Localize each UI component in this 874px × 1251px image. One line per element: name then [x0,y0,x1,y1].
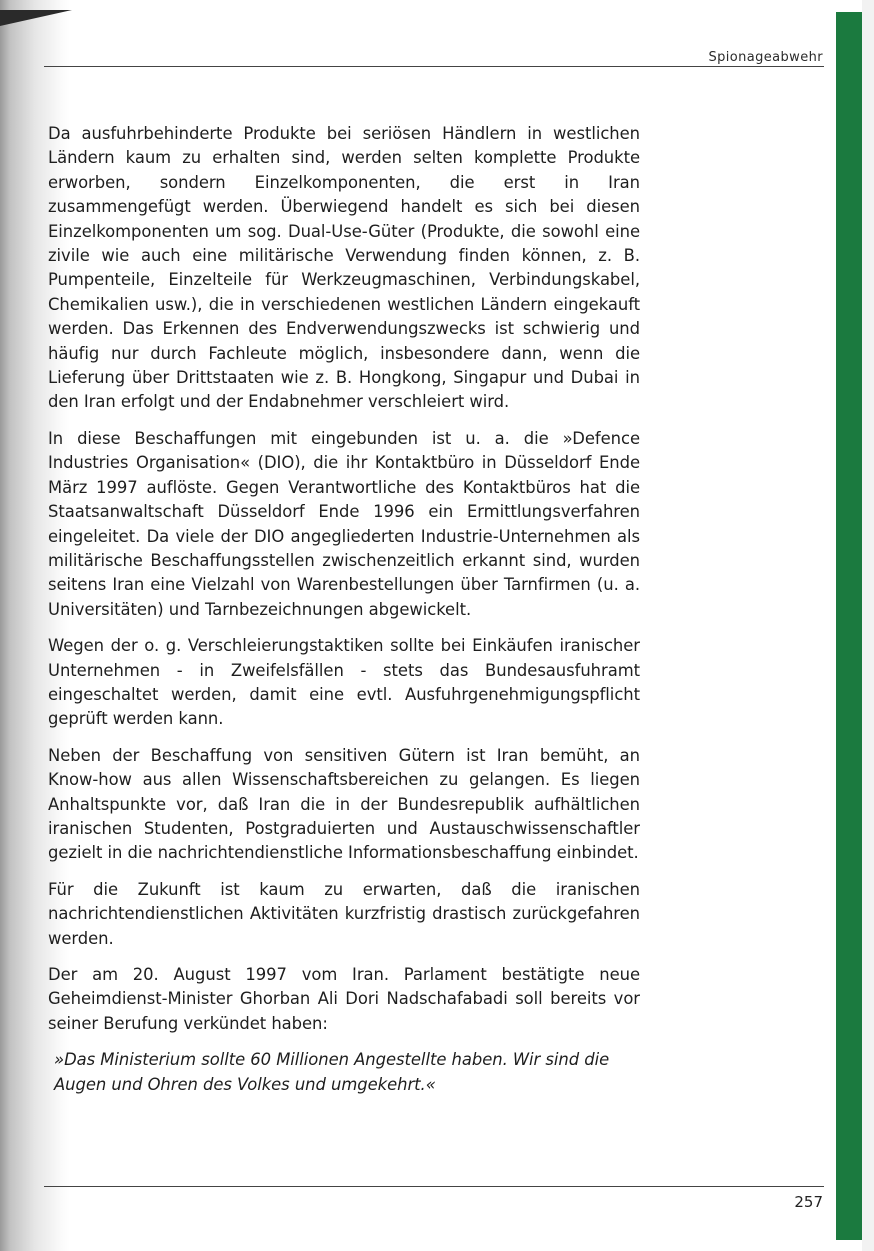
corner-mark [0,10,72,26]
body-text [48,122,640,1109]
quotation: »Das Ministerium sollte 60 Millionen Angestellte haben. Wir sind die Augen und Ohren des Volkes und umgekehrt.« [54,1050,610,1094]
paragraph-5: Für die Zukunft ist kaum zu erwarten, daß die iranischen nachrichtendienstlichen Aktivitäten kurzfristig drastisch zurückgefahren werden. [48,879,640,948]
page-edge-stripe [836,12,862,1240]
footer-rule [44,1186,824,1187]
paragraph-1: Da ausfuhrbehinderte Produkte bei seriösen Händlern in westlichen Ländern kaum zu erhalten sind, werden selten komplette Produkte erworben, sondern Einzelkomponenten, die erst in Iran zusammengefügt werden. Überwiegend handelt es sich bei diesen Einzelkomponenten um sog. Dual-Use-Güter (Produkte, die sowohl eine zivile wie auch eine militärische Verwendung finden können, z. B. Pumpenteile, Einzelteile für Werkzeugmaschinen, Verbindungskabel, Chemikalien usw.), die in verschiedenen westlichen Ländern eingekauft werden. Das Erkennen des Endverwendungszwecks ist schwierig und häufig nur durch Fachleute möglich, insbesondere dann, wenn die Lieferung über Drittstaaten wie z. B. Hongkong, Singapur und Dubai in den Iran erfolgt und der Endabnehmer verschleiert wird. [48,124,640,412]
paragraph-6: Der am 20. August 1997 vom Iran. Parlament bestätigte neue Geheimdienst-Minister Ghorban Ali Dori Nadschafabadi soll bereits vor seiner Berufung verkündet haben: [48,965,640,1033]
page-edge-margin [862,0,874,1251]
paragraph-2: In diese Beschaffungen mit eingebunden ist u. a. die »Defence Industries Organisation« (DIO), die ihr Kontaktbüro in Düsseldorf Ende März 1997 auflöste. Gegen Verantwortliche des Kontaktbüros hat die Staatsanwaltschaft Düsseldorf Ende 1996 ein Ermittlungsverfahren eingeleitet. Da viele der DIO angegliederten Industrie-Unternehmen als militärische Beschaffungsstellen zwischenzeitlich erkannt sind, wurden seitens Iran eine Vielzahl von Warenbestellungen über Tarnfirmen (u. a. Universitäten) und Tarnbezeichnungen abgewickelt. [48,428,640,619]
page-number: 257 [794,1193,823,1211]
paragraph-3: Wegen der o. g. Verschleierungstaktiken sollte bei Einkäufen iranischer Unternehmen - in Zweifelsfällen - stets das Bundesausfuhramt eingeschaltet werden, damit eine evtl. Ausfuhrgenehmigungspflicht geprüft werden kann. [48,636,640,729]
paragraph-4: Neben der Beschaffung von sensitiven Gütern ist Iran bemüht, an Know-how aus allen Wissenschaftsbereichen zu gelangen. Es liegen Anhaltspunkte vor, daß Iran die in der Bundesrepublik aufhältlichen iranischen Studenten, Postgraduierten und Austauschwissenschaftler gezielt in die nachrichtendienstliche Informationsbeschaffung einbindet. [48,745,640,863]
header-rule [44,66,824,67]
running-head: Spionageabwehr [708,50,823,65]
